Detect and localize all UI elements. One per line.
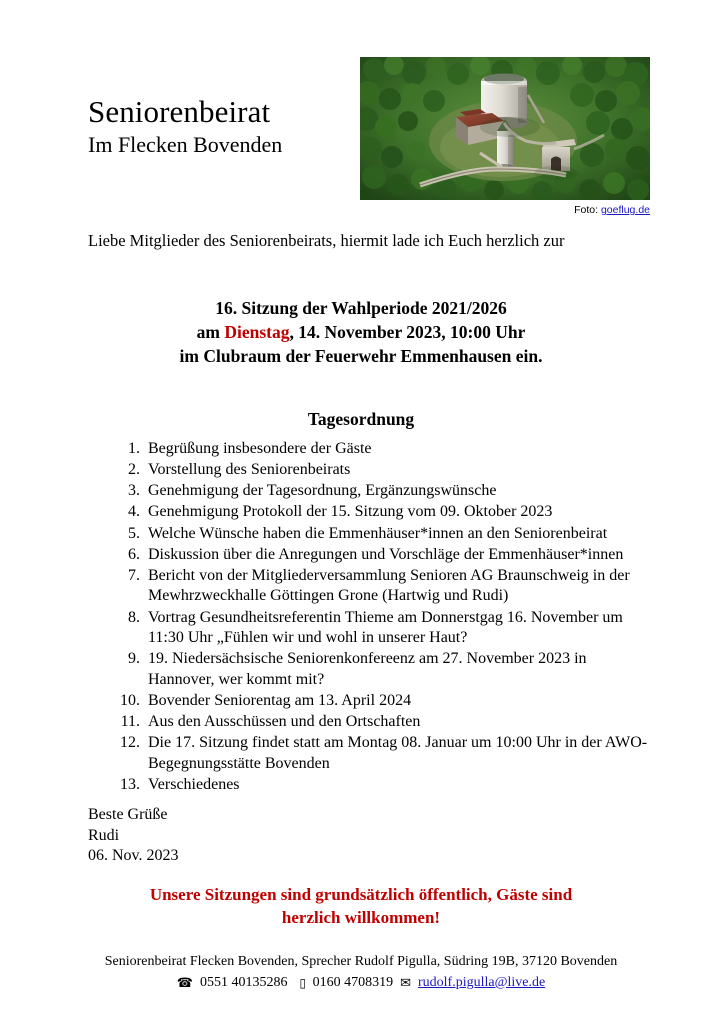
list-item (113, 502, 653, 523)
list-item-number: 7. (128, 566, 140, 584)
document-header (0, 0, 722, 222)
list-item-text: Verschiedenes (148, 776, 240, 793)
intro-paragraph: Liebe Mitglieder des Seniorenbeirats, hiermit lade ich Euch herzlich zur (88, 231, 565, 250)
list-item-number: 9. (128, 650, 140, 668)
castle-photo (360, 57, 650, 200)
list-item (113, 524, 653, 545)
list-item-number: 12. (120, 734, 140, 752)
meeting-line-session: 16. Sitzung der Wahlperiode 2021/2026 (215, 298, 507, 318)
list-item (113, 460, 653, 481)
public-notice-line1: Unsere Sitzungen sind grundsätzlich öffentlich, Gäste sind (149, 885, 573, 904)
mobile-phone-icon: ▯ (299, 975, 306, 990)
page-subtitle: Im Flecken Bovenden (88, 131, 283, 157)
list-item-text: Aus den Ausschüssen und den Ortschaften (148, 713, 421, 731)
signature-block (88, 805, 179, 867)
agenda-list (113, 439, 653, 796)
list-item (113, 712, 653, 733)
meeting-weekday: Dienstag (224, 322, 290, 343)
meeting-date-prefix: am (196, 322, 225, 343)
photo-credit-link[interactable]: goeflug.de (600, 204, 650, 216)
agenda-heading: Tagesordnung (307, 409, 415, 429)
public-notice (61, 884, 661, 930)
list-item-text: Vortrag Gesundheitsreferentin Thieme am Donnerstgag 16. November um 11:30 Uhr „Fühlen wir und wohl in unserer Haut? (148, 608, 623, 647)
list-item (113, 775, 653, 796)
list-item (113, 649, 653, 690)
meeting-details (0, 296, 722, 368)
document-footer (0, 952, 722, 993)
signature-date: 06. Nov. 2023 (88, 847, 179, 865)
public-notice-line2: herzlich willkommen! (281, 907, 441, 927)
page-title: Seniorenbeirat (88, 94, 271, 129)
meeting-date-rest: , 14. November 2023, 10:00 Uhr (289, 322, 526, 343)
list-item (113, 566, 653, 607)
signature-greeting: Beste Grüße (88, 806, 168, 823)
footer-phone: 0551 40135286 (199, 974, 288, 990)
list-item-number: 5. (128, 524, 140, 542)
list-item-number: 8. (128, 608, 140, 626)
list-item-text: Diskussion über die Anregungen und Vorschläge der Emmenhäuser*innen (148, 545, 624, 563)
list-item-text: Welche Wünsche haben die Emmenhäuser*innen an den Seniorenbeirat (148, 524, 608, 542)
list-item-number: 13. (120, 776, 140, 793)
photo-credit-label: Foto: (574, 204, 599, 216)
list-item-number: 2. (128, 461, 140, 479)
footer-mobile: 0160 4708319 (312, 974, 394, 990)
footer-email-link[interactable]: rudolf.pigulla@live.de (418, 974, 546, 990)
list-item (113, 608, 653, 649)
list-item-text: Die 17. Sitzung findet statt am Montag 08. Januar um 10:00 Uhr in der AWO-Begegnungsstätte Bovenden (148, 734, 648, 772)
envelope-icon: ✉ (400, 975, 411, 991)
list-item (113, 733, 653, 774)
list-item-text: Vorstellung des Seniorenbeirats (148, 461, 351, 479)
list-item-text: Begrüßung insbesondere der Gäste (148, 440, 372, 457)
list-item-number: 10. (120, 692, 140, 709)
list-item (113, 545, 653, 566)
list-item-number: 11. (120, 713, 140, 731)
list-item-text: 19. Niedersächsische Seniorenkonfereenz am 27. November 2023 in Hannover, wer kommt mit? (148, 650, 587, 688)
meeting-line-location: im Clubraum der Feuerwehr Emmenhausen ein. (179, 346, 543, 367)
list-item (113, 481, 653, 502)
list-item-number: 6. (128, 545, 140, 563)
list-item-number: 4. (128, 503, 140, 521)
list-item-text: Genehmigung der Tagesordnung, Ergänzungswünsche (148, 482, 497, 500)
list-item-text: Bovender Seniorentag am 13. April 2024 (148, 692, 412, 709)
title-block (88, 95, 282, 158)
list-item (113, 439, 653, 460)
footer-address: Seniorenbeirat Flecken Bovenden, Sprecher Rudolf Pigulla, Südring 19B, 37120 Bovenden (104, 954, 618, 969)
list-item-text: Genehmigung Protokoll der 15. Sitzung vom 09. Oktober 2023 (148, 503, 553, 521)
list-item (113, 691, 653, 712)
telephone-icon: ☎ (176, 975, 193, 991)
list-item-number: 3. (128, 482, 140, 500)
list-item-number: 1. (128, 440, 140, 457)
meeting-line-datetime (0, 320, 722, 344)
photo-credit (360, 204, 650, 216)
list-item-text: Bericht von der Mitgliederversammlung Senioren AG Braunschweig in der Mewhrzweckhalle Göttingen Grone (Hartwig und Rudi) (148, 566, 630, 605)
signature-name: Rudi (88, 826, 120, 844)
footer-contact (0, 973, 722, 993)
